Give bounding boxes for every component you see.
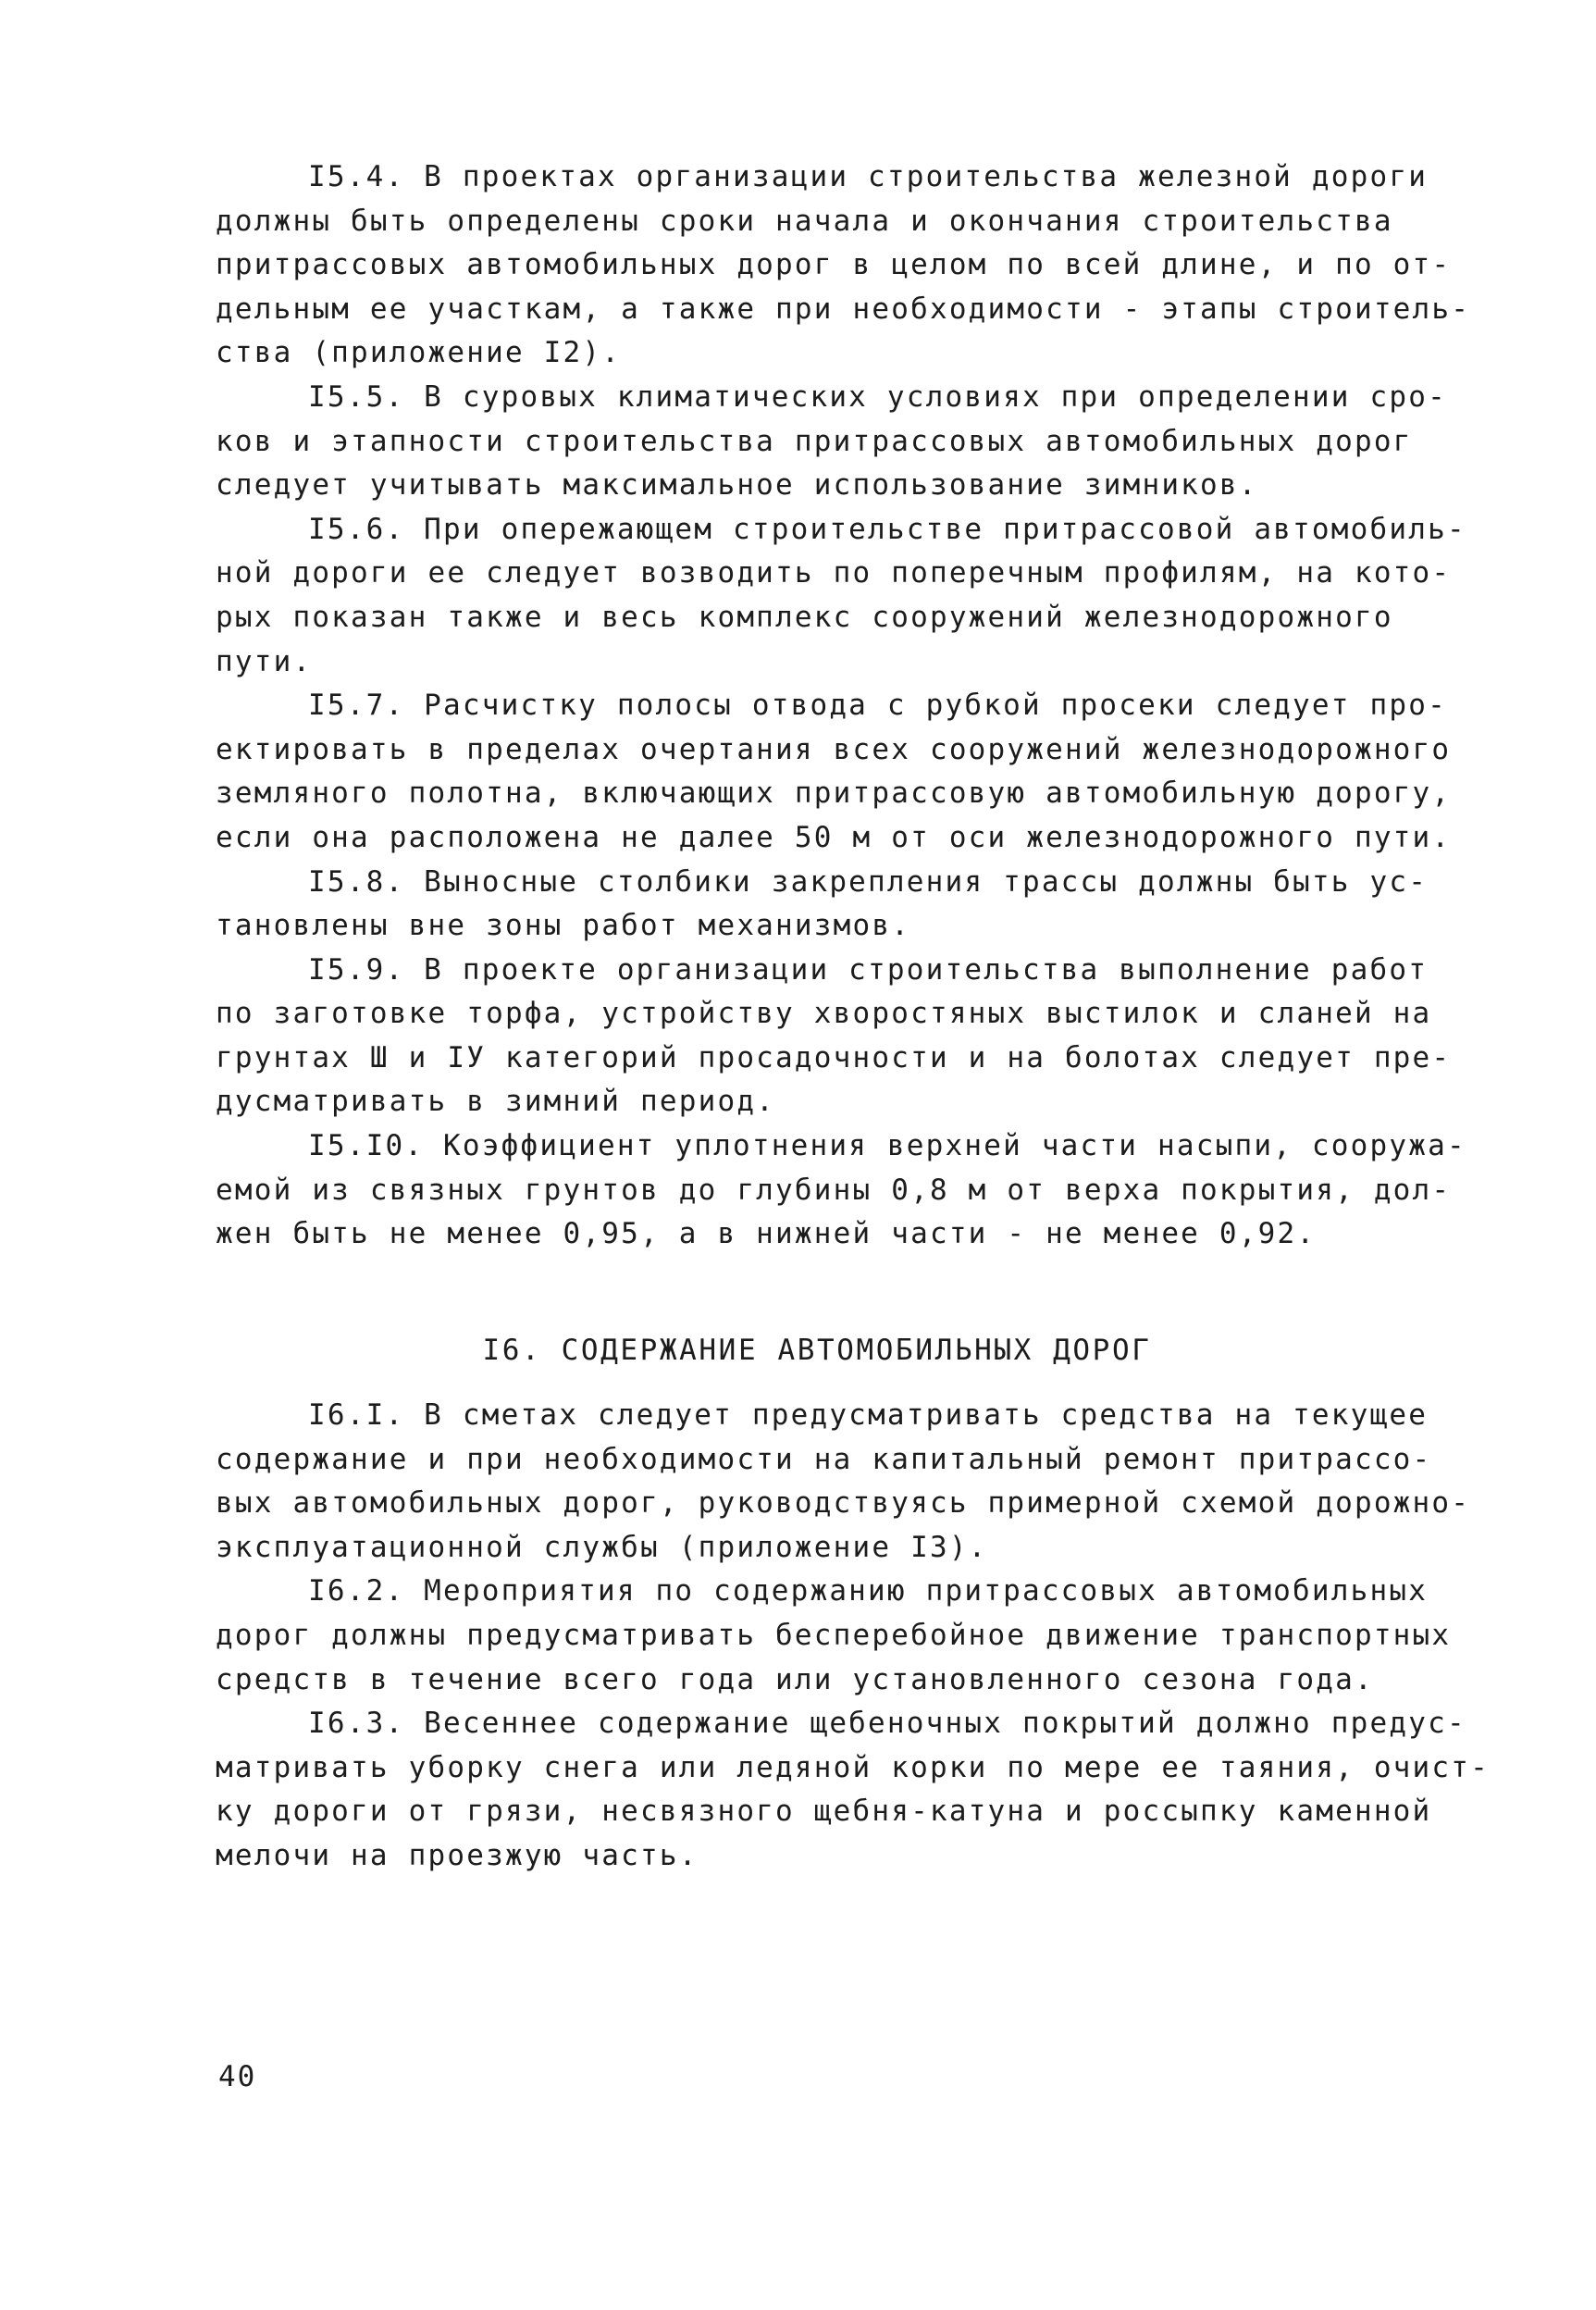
- paragraph-15-9-line: грунтах Ш и IУ категорий просадочности и на болотах следует пре-: [216, 1040, 1452, 1074]
- paragraph-15-10-line: I5.I0. Коэффициент уплотнения верхней части насыпи, сооружа-: [308, 1129, 1466, 1163]
- paragraph-16-1-line: вых автомобильных дорог, руководствуясь примерной схемой дорожно-: [216, 1486, 1471, 1521]
- paragraph-15-4-line: дельным ее участкам, а также при необходимости - этапы строитель-: [216, 292, 1471, 326]
- paragraph-15-4-line: ства (приложение I2).: [216, 336, 622, 370]
- paragraph-16-1-line: эксплуатационной службы (приложение I3).: [216, 1530, 988, 1564]
- page-number: 40: [218, 2060, 257, 2093]
- paragraph-15-8-line: тановлены вне зоны работ механизмов.: [216, 909, 911, 943]
- paragraph-15-5-line: следует учитывать максимальное использование зимников.: [216, 468, 1258, 503]
- paragraph-15-4-line: I5.4. В проектах организации строительства железной дороги: [308, 160, 1429, 193]
- paragraph-15-7-line: ектировать в пределах очертания всех сооружений железнодорожного: [216, 732, 1452, 766]
- paragraph-16-2-line: средств в течение всего года или установленного сезона года.: [216, 1662, 1374, 1696]
- paragraph-16-1-line: содержание и при необходимости на капитальный ремонт притрассо-: [216, 1442, 1432, 1476]
- paragraph-15-6-line: рых показан также и весь комплекс сооружений железнодорожного: [216, 600, 1393, 634]
- section-16-heading-block: [216, 1327, 1418, 1373]
- paragraph-15-4-line: притрассовых автомобильных дорог в целом по всей длине, и по от-: [216, 248, 1452, 282]
- paragraph-16-3-line: ку дороги от грязи, несвязного щебня-катуна и россыпку каменной: [216, 1795, 1432, 1829]
- paragraph-15-10-line: емой из связных грунтов до глубины 0,8 м от верха покрытия, дол-: [216, 1173, 1452, 1207]
- paragraph-15-6-line: пути.: [216, 644, 313, 678]
- paragraph-15-7-line: если она расположена не далее 50 м от оси железнодорожного пути.: [216, 820, 1452, 854]
- paragraph-16-2-line: I6.2. Мероприятия по содержанию притрассовых автомобильных: [308, 1574, 1429, 1608]
- paragraph-15-5-line: I5.5. В суровых климатических условиях при определении сро-: [308, 379, 1447, 414]
- section-16-text: [216, 1394, 1490, 1879]
- paragraph-16-3-line: мелочи на проезжую часть.: [216, 1838, 699, 1872]
- paragraph-15-6-line: I5.6. При опережающем строительстве притрассовой автомобиль-: [308, 512, 1466, 546]
- paragraph-16-2-line: дорог должны предусматривать бесперебойное движение транспортных: [216, 1618, 1452, 1652]
- section-15-text: [216, 155, 1471, 1257]
- paragraph-15-6-line: ной дороги ее следует возводить по поперечным профилям, на кото-: [216, 556, 1452, 590]
- paragraph-15-5-line: ков и этапности строительства притрассовых автомобильных дорог: [216, 424, 1413, 458]
- paragraph-15-9-line: по заготовке торфа, устройству хворостяных выстилок и сланей на: [216, 997, 1432, 1031]
- paragraph-15-9-line: I5.9. В проекте организации строительства выполнение работ: [308, 952, 1429, 987]
- paragraph-15-4-line: должны быть определены сроки начала и окончания строительства: [216, 204, 1393, 238]
- paragraph-16-3-line: I6.3. Весеннее содержание щебеночных покрытий должно предус-: [308, 1707, 1466, 1741]
- paragraph-15-8-line: I5.8. Выносные столбики закрепления трассы должны быть ус-: [308, 864, 1429, 899]
- paragraph-16-3-line: матривать уборку снега или ледяной корки по мере ее таяния, очист-: [216, 1750, 1490, 1784]
- paragraph-16-1-line: I6.I. В сметах следует предусматривать средства на текущее: [308, 1398, 1429, 1432]
- paragraph-15-10-line: жен быть не менее 0,95, а в нижней части - не менее 0,92.: [216, 1217, 1317, 1251]
- section-heading: I6. СОДЕРЖАНИЕ АВТОМОБИЛЬНЫХ ДОРОГ: [482, 1334, 1152, 1367]
- paragraph-15-7-line: I5.7. Расчистку полосы отвода с рубкой просеки следует про-: [308, 689, 1447, 723]
- paragraph-15-7-line: земляного полотна, включающих притрассовую автомобильную дорогу,: [216, 776, 1452, 811]
- paragraph-15-9-line: дусматривать в зимний период.: [216, 1085, 776, 1119]
